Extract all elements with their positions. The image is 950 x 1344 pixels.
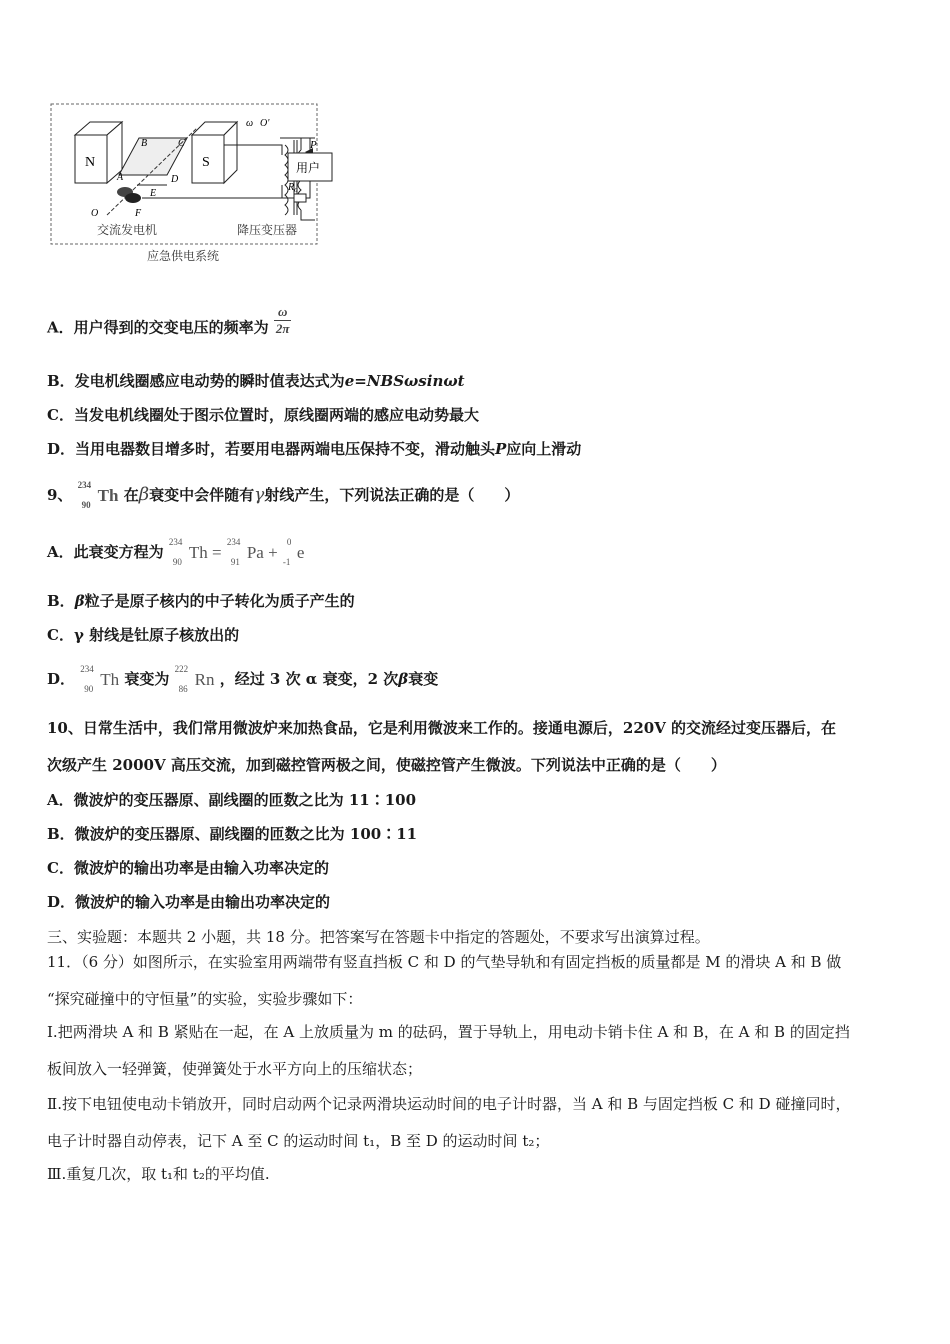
- q11-step2-line1: Ⅱ.按下电钮使电动卡销放开，同时启动两个记录两滑块运动时间的电子计时器，当 A 和 B 与固定挡板 C 和 D 碰撞同时，: [47, 1095, 851, 1113]
- point-a-label: A: [117, 172, 124, 183]
- q10-option-b: B．微波炉的变压器原、副线圈的匝数之比为 100∶11: [47, 825, 418, 843]
- q9-option-a: A．此衰变方程为 234 90 Th = 234 91 Pa + 0 -1 e: [47, 537, 305, 567]
- q8-option-c: C．当发电机线圈处于图示位置时，原线圈两端的感应电动势最大: [47, 406, 479, 424]
- q9-stem: 9、 234 90 Th 在β衰变中会伴随有γ射线产生，下列说法正确的是（ ）: [47, 480, 520, 510]
- axis-o-label: O: [91, 208, 99, 219]
- q10-stem-line2: 次级产生 2000V 高压交流，加到磁控管两极之间，使磁控管产生微波。下列说法中正确的是（ ）: [47, 756, 726, 774]
- point-c-label: C: [178, 138, 185, 149]
- q8-option-d: D．当用电器数目增多时，若要用电器两端电压保持不变，滑动触头P应向上滑动: [47, 440, 582, 458]
- q11-stem-line1: 11．（6 分）如图所示，在实验室用两端带有竖直挡板 C 和 D 的气垫导轨和有固定挡板的质量都是 M 的滑块 A 和 B 做: [47, 953, 842, 971]
- q8-option-b: B．发电机线圈感应电动势的瞬时值表达式为e=NBSωsinωt: [47, 372, 465, 390]
- r0-label: R₀: [288, 182, 298, 193]
- user-circuit: [280, 130, 340, 220]
- q11-step2-line2: 电子计时器自动停表，记下 A 至 C 的运动时间 t₁，B 至 D 的运动时间 t₂；: [47, 1132, 550, 1150]
- n-pole-label: N: [85, 155, 96, 170]
- point-f-label: F: [135, 208, 142, 219]
- q9-option-c: C．γ 射线是钍原子核放出的: [47, 626, 240, 644]
- q9-option-d: D． 234 90 Th 衰变为 222 86 Rn ，经过 3 次 α 衰变，2 次β衰变: [47, 664, 439, 694]
- q11-step1-line2: 板间放入一轻弹簧，使弹簧处于水平方向上的压缩状态；: [47, 1060, 423, 1078]
- q10-stem-line1: 10、日常生活中，我们常用微波炉来加热食品，它是利用微波来工作的。接通电源后，220V 的交流经过变压器后，在: [47, 719, 837, 737]
- q11-step1-line1: Ⅰ.把两滑块 A 和 B 紧贴在一起，在 A 上放质量为 m 的砝码，置于导轨上，用电动卡销卡住 A 和 B，在 A 和 B 的固定挡: [47, 1023, 850, 1041]
- generator-label: 交流发电机: [97, 223, 158, 237]
- q10-option-a: A．微波炉的变压器原、副线圈的匝数之比为 11∶100: [47, 791, 417, 809]
- frequency-fraction: $\frac{\omega}{2\pi}$: [275, 304, 290, 336]
- point-e-label: E: [150, 188, 157, 199]
- axis-o-prime-label: O': [260, 118, 270, 129]
- q10-option-c: C．微波炉的输出功率是由输入功率决定的: [47, 859, 329, 877]
- point-b-label: B: [141, 138, 148, 149]
- section-3-heading: 三、实验题：本题共 2 小题，共 18 分。把答案写在答题卡中指定的答题处，不要求写出演算过程。: [47, 928, 710, 946]
- s-pole-label: S: [202, 155, 210, 170]
- th-nuclide: 234 90 Th: [77, 480, 119, 510]
- diagram-caption: 应急供电系统: [147, 249, 220, 263]
- q11-stem-line2: “探究碰撞中的守恒量”的实验，实验步骤如下：: [47, 990, 363, 1008]
- transformer-label: 降压变压器: [237, 223, 298, 237]
- q8-option-a: A．用户得到的交变电压的频率为 $\frac{\omega}{2\pi}$: [47, 304, 290, 337]
- slider-p-label: P: [310, 139, 317, 151]
- q11-step3: Ⅲ.重复几次，取 t₁和 t₂的平均值.: [47, 1165, 270, 1183]
- q9-option-b: B．β粒子是原子核内的中子转化为质子产生的: [47, 592, 355, 610]
- user-box-label: 用户: [296, 161, 321, 175]
- point-d-label: D: [171, 174, 179, 185]
- q10-option-d: D．微波炉的输入功率是由输出功率决定的: [47, 893, 331, 911]
- omega-label: ω: [246, 118, 254, 129]
